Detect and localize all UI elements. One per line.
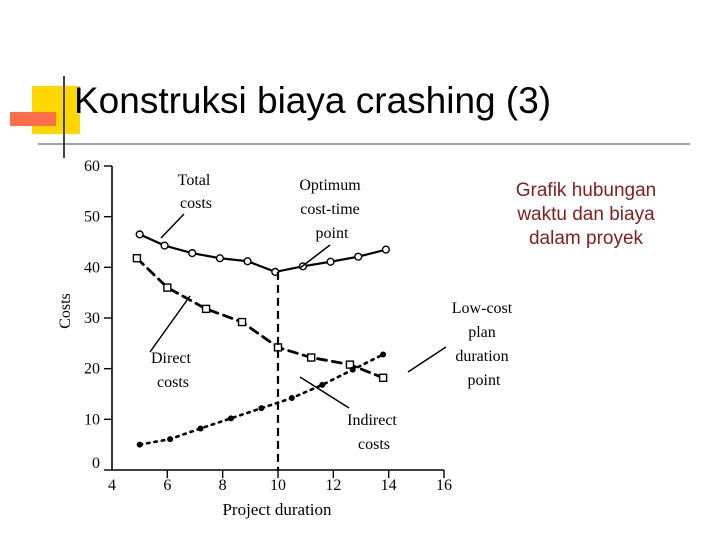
x-axis-label: Project duration <box>222 500 332 519</box>
pointer-indirect-costs <box>300 377 349 408</box>
annotation-low-cost-line2: plan <box>468 324 496 341</box>
point-direct-costs-7 <box>380 374 387 381</box>
x-tick-label-14: 14 <box>380 477 397 494</box>
slide-title: Konstruksi biaya crashing (3) <box>74 80 552 121</box>
x-tick-label-8: 8 <box>218 477 227 494</box>
point-total-costs-4 <box>244 258 251 265</box>
point-indirect-costs-3 <box>228 415 234 421</box>
annotation-direct-costs <box>151 350 195 391</box>
y-tick-label-0: 0 <box>92 455 100 472</box>
point-indirect-costs-4 <box>258 405 264 411</box>
point-total-costs-7 <box>327 258 334 265</box>
pointer-total-costs <box>161 214 184 238</box>
y-tick-label-10: 10 <box>84 411 100 429</box>
annotation-total-costs-line1: Total <box>177 172 211 189</box>
annotation-total-costs-line2: costs <box>180 195 212 212</box>
point-indirect-costs-8 <box>380 351 386 357</box>
x-tick-label-16: 16 <box>436 477 452 494</box>
annotation-optimum-line3: point <box>315 225 349 242</box>
point-direct-costs-1 <box>164 284 171 291</box>
point-indirect-costs-7 <box>350 367 356 373</box>
annotation-optimum <box>299 177 364 242</box>
y-tick-label-50: 50 <box>84 208 100 226</box>
annotation-direct-costs-line2: costs <box>157 374 189 391</box>
annotation-indirect-costs-line1: Indirect <box>347 412 397 429</box>
annotation-total-costs <box>178 172 215 212</box>
point-direct-costs-5 <box>308 354 315 361</box>
annotation-optimum-line2: cost-time <box>300 201 360 218</box>
point-total-costs-8 <box>355 253 362 260</box>
x-tick-label-4: 4 <box>108 477 116 494</box>
point-total-costs-9 <box>383 246 390 253</box>
annotation-low-cost <box>452 300 516 389</box>
annotation-indirect-costs <box>347 412 401 453</box>
point-indirect-costs-6 <box>319 382 325 388</box>
annotation-low-cost-line1: Low-cost <box>451 300 513 317</box>
y-tick-label-30: 30 <box>84 310 100 327</box>
point-total-costs-1 <box>161 242 168 249</box>
point-direct-costs-0 <box>133 255 140 262</box>
y-tick-label-60: 60 <box>84 158 100 175</box>
pointer-low-cost <box>408 347 446 372</box>
annotation-low-cost-line3: duration <box>455 348 509 365</box>
annotation-direct-costs-line1: Direct <box>151 350 191 367</box>
series-line-total-costs <box>140 234 386 271</box>
point-indirect-costs-2 <box>198 425 204 431</box>
point-total-costs-2 <box>189 250 196 257</box>
point-direct-costs-3 <box>239 319 246 326</box>
x-tick-label-6: 6 <box>163 477 172 494</box>
x-tick-label-12: 12 <box>325 477 342 494</box>
y-axis-label: Costs <box>57 293 74 329</box>
pointer-direct-costs <box>150 296 190 352</box>
point-direct-costs-4 <box>275 344 282 351</box>
annotation-indirect-costs-line2: costs <box>358 436 390 453</box>
annotation-optimum-line1: Optimum <box>299 177 361 194</box>
point-total-costs-0 <box>136 231 143 238</box>
annotation-low-cost-line4: point <box>467 372 501 389</box>
point-indirect-costs-0 <box>137 442 143 448</box>
chart-labels <box>57 172 516 519</box>
slide-note: Grafik hubungan waktu dan biaya dalam proyek <box>515 180 657 249</box>
y-tick-label-40: 40 <box>84 259 100 277</box>
y-tick-label-20: 20 <box>84 360 100 378</box>
x-tick-label-10: 10 <box>270 477 286 494</box>
point-indirect-costs-1 <box>167 436 173 442</box>
point-total-costs-3 <box>217 255 224 262</box>
point-direct-costs-2 <box>203 305 210 312</box>
point-indirect-costs-5 <box>289 395 295 401</box>
